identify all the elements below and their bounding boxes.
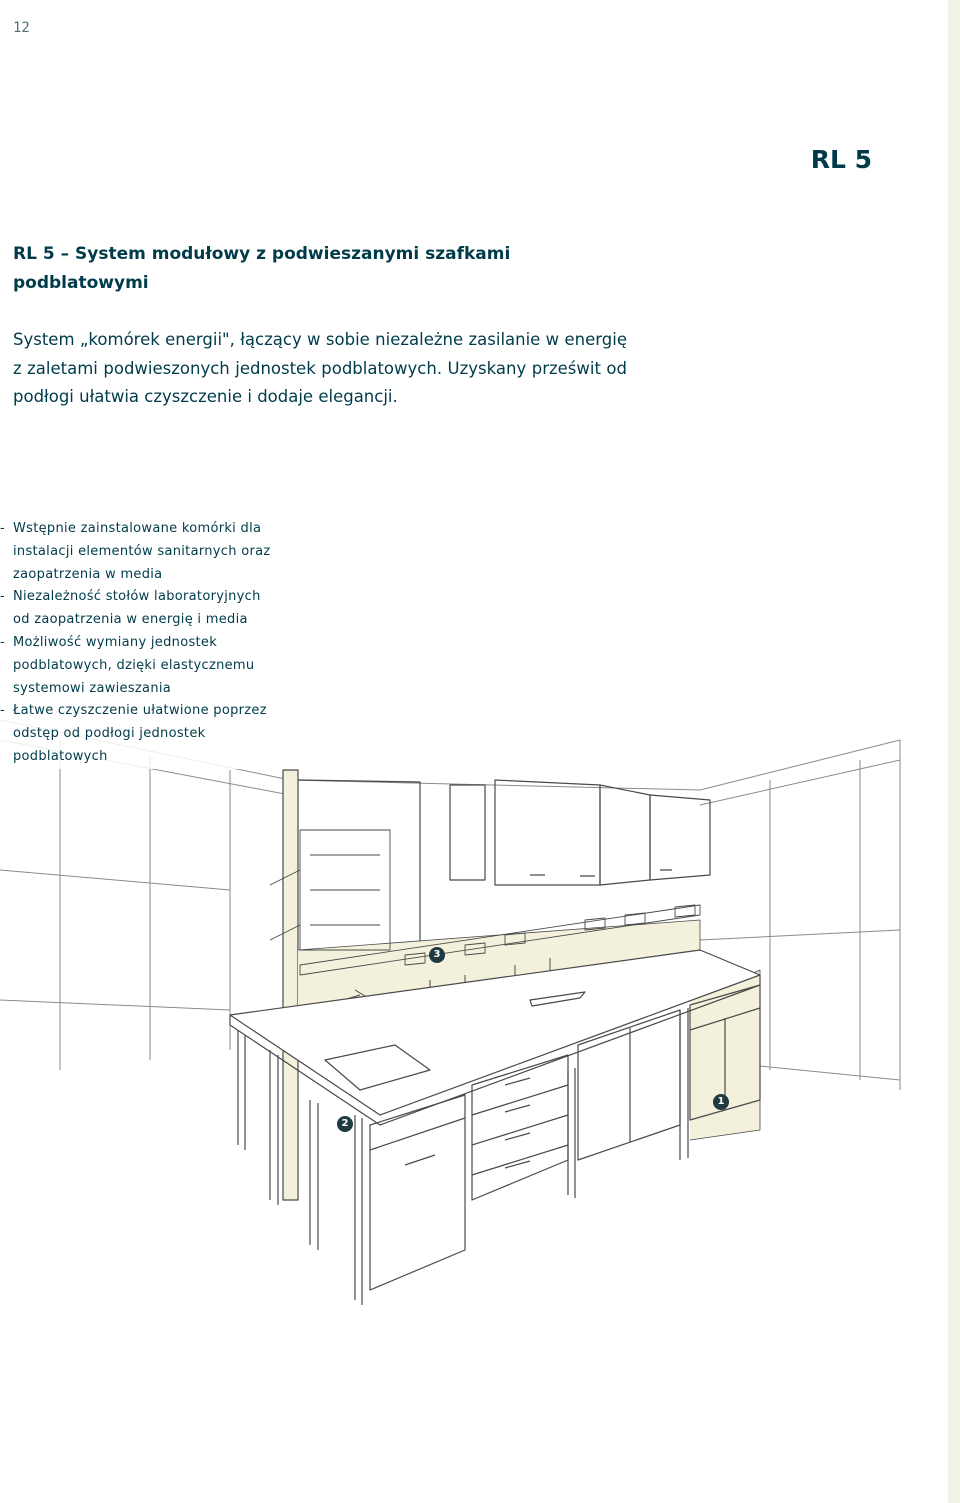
feature-item: - Niezależność stołów laboratoryjnych od zaopatrzenia w energię i media — [0, 586, 280, 632]
feature-item: - Łatwe czyszczenie ułatwione poprzez odstęp od podłogi jednostek podblatowych — [0, 700, 280, 768]
lead-text: System „komórek energii", łączący w sobie niezależne zasilanie w energię z zaletami podwieszonych jednostek podblatowych. Uzyskany prześwit od podłogi ułatwia czyszczenie i dodaje elegancji. — [13, 330, 627, 406]
lead-paragraph — [13, 326, 627, 412]
callout-marker-2: 2 — [337, 1116, 353, 1132]
page-number: 12 — [13, 20, 30, 36]
feature-list — [0, 518, 280, 769]
lab-furniture-illustration — [0, 700, 960, 1320]
feature-item: - Możliwość wymiany jednostek podblatowych, dzięki elastycznemu systemowi zawieszania — [0, 632, 280, 700]
callout-marker-3: 3 — [429, 947, 445, 963]
chapter-title: RL 5 — [810, 145, 872, 174]
wall-cabinets — [450, 780, 710, 885]
feature-item: - Wstępnie zainstalowane komórki dla instalacji elementów sanitarnych oraz zaopatrzenia w media — [0, 518, 280, 586]
section-title: RL 5 – System modułowy z podwieszanymi szafkami podblatowymi — [13, 244, 511, 293]
callout-marker-1: 1 — [713, 1094, 729, 1110]
